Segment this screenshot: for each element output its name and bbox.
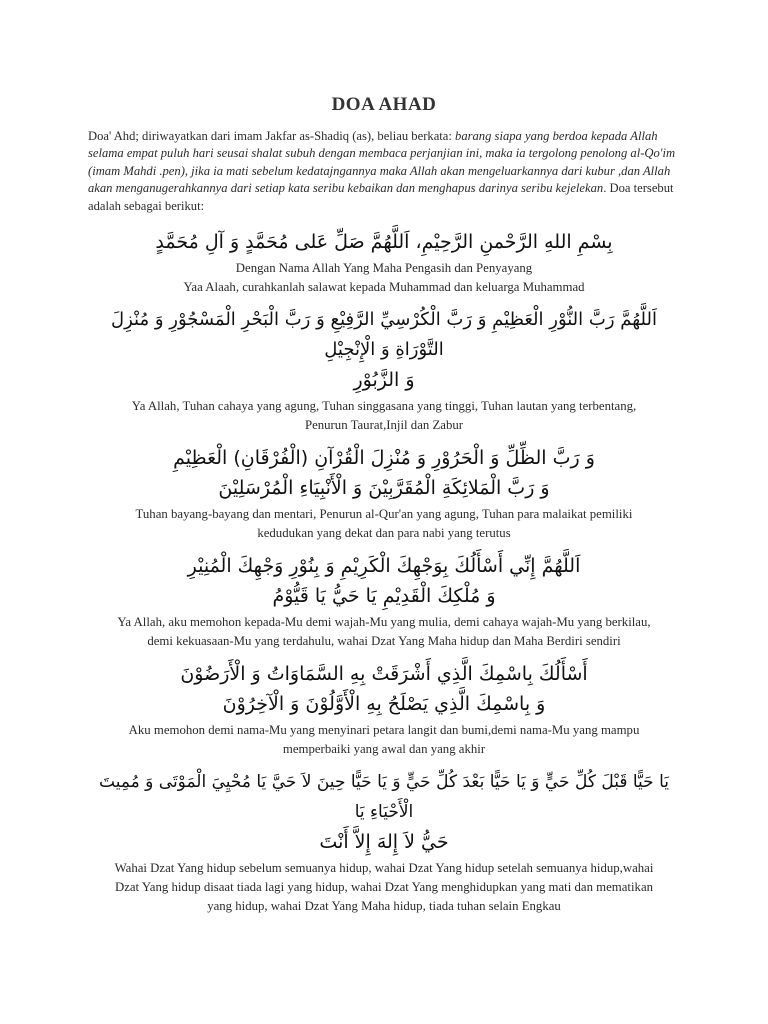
prayer-block: [88, 659, 680, 759]
intro-text: Doa' Ahd; diriwayatkan dari imam Jakfar as-Shadiq (as), beliau berkata:: [88, 129, 456, 143]
arabic-line: وَ مُلْكِكَ الْقَدِيْمِ يَا حَيُّ يَا قَيُّوْمُ: [272, 585, 496, 608]
arabic-line: يَا حَيًّا قَبْلَ كُلِّ حَيٍّ وَ يَا حَيًّا بَعْدَ كُلِّ حَيٍّ وَ يَا حَيًّا حِينَ لاَ حَيَّ يَا مُحْيِيَ الْمَوْتَى وَ مُمِيتَ الْأَحْيَاءِ يَا: [99, 772, 669, 823]
intro-italic-text: barang siapa yang berdoa kepada Allah selama empat puluh hari seusai shalat subuh dengan membaca perjanjian ini, maka ia tergolong penolong al-Qo'im (imam Mahdi .pen), jika ia mati sebelum kedatajngannya maka Allah akan mengeluarkannya dari kubur ,dan Allah akan menganugerahkannya dari setiap kata seribu kebaikan dan menghapus darinya seribu kejelekan: [88, 129, 676, 196]
translation-line: yang hidup, wahai Dzat Yang Maha hidup, tiada tuhan selain Engkau: [207, 899, 561, 914]
translation-line: Dengan Nama Allah Yang Maha Pengasih dan Penyayang: [235, 261, 533, 276]
translation: [88, 613, 680, 651]
prayer-block: [88, 551, 680, 651]
prayer-block: [88, 443, 680, 543]
translation-line: Penurun Taurat,Injil dan Zabur: [304, 418, 464, 433]
prayer-block: [88, 767, 680, 916]
arabic-line: اَللَّهُمَّ إِنِّي أَسْأَلُكَ بِوَجْهِكَ الْكَرِيْمِ وَ بِنُوْرِ وَجْهِكَ الْمُنِيْرِ: [187, 555, 581, 578]
prayer-block: [88, 227, 680, 297]
translation-line: Wahai Dzat Yang hidup sebelum semuanya hidup, wahai Dzat Yang hidup setelah semuanya hidup,wahai: [114, 861, 654, 876]
intro-paragraph: [88, 128, 680, 215]
translation-line: Dzat Yang hidup disaat tiada lagi yang hidup, wahai Dzat Yang menghidupkan yang mati dan mematikan: [114, 880, 654, 895]
translation-line: Yaa Alaah, curahkanlah salawat kepada Muhammad dan keluarga Muhammad: [183, 280, 585, 295]
arabic-line: اَللَّهُمَّ رَبَّ النُّوْرِ الْعَظِيْمِ وَ رَبَّ الْكُرْسِيِّ الرَّفِيْعِ وَ رَبَّ الْبَحْرِ الْمَسْجُوْرِ وَ مُنْزِلَ التَّوْرَاةِ وَ الْإِنْجِيْلِ: [111, 309, 657, 361]
arabic-line: وَ الزَّبُوْرِ: [353, 369, 415, 392]
translation-line: Ya Allah, Tuhan cahaya yang agung, Tuhan singgasana yang tinggi, Tuhan lautan yang terbentang,: [131, 399, 637, 414]
translation-line: demi kekuasaan-Mu yang terdahulu, wahai Dzat Yang Maha hidup dan Maha Berdiri sendiri: [147, 634, 621, 649]
translation-line: memperbaiki yang awal dan yang akhir: [282, 742, 486, 757]
translation-line: kedudukan yang dekat dan para nabi yang terutus: [257, 526, 511, 541]
arabic-line: بِسْمِ اللهِ الرَّحْمنِ الرَّحِيْمِ، اَللَّهُمَّ صَلِّ عَلى مُحَمَّدٍ وَ آلِ مُحَمَّدٍ: [155, 231, 613, 254]
document-title: DOA AHAD: [331, 94, 437, 115]
prayer-block: [88, 305, 680, 435]
document-page: [88, 94, 680, 924]
arabic-line: وَ بِاسْمِكَ الَّذِي يَصْلَحُ بِهِ الْأَوَّلُوْنَ وَ الْآخِرُوْنَ: [222, 693, 546, 716]
translation-line: Ya Allah, aku memohon kepada-Mu demi wajah-Mu yang mulia, demi cahaya wajah-Mu yang berkilau,: [117, 615, 651, 630]
translation: [88, 721, 680, 759]
translation-line: Aku memohon demi nama-Mu yang menyinari petara langit dan bumi,demi nama-Mu yang mampu: [128, 723, 640, 738]
translation: [88, 397, 680, 435]
translation: [88, 859, 680, 916]
arabic-line: وَ رَبَّ الْمَلائِكَةِ الْمُقَرَّبِيْنَ وَ الْأَنْبِيَاءِ الْمُرْسَلِيْنَ: [218, 477, 550, 500]
arabic-line: أَسْأَلُكَ بِاسْمِكَ الَّذِي أَشْرَقَتْ بِهِ السَّمَاوَاتُ وَ الْأَرَضُوْنَ: [180, 663, 588, 686]
arabic-line: وَ رَبَّ الظِّلِّ وَ الْحَرُوْرِ وَ مُنْزِلَ الْقُرْآنِ (الْفُرْقَانِ) الْعَظِيْمِ: [173, 447, 595, 470]
translation-line: Tuhan bayang-bayang dan mentari, Penurun al-Qur'an yang agung, Tuhan para malaikat pemiliki: [135, 507, 633, 522]
translation: [88, 259, 680, 297]
intro-text-end: . Doa tersebut adalah sebagai berikut:: [88, 181, 674, 213]
translation: [88, 505, 680, 543]
arabic-line: حَيُّ لاَ إِلهَ إِلاَّ أَنْتَ: [319, 831, 449, 854]
